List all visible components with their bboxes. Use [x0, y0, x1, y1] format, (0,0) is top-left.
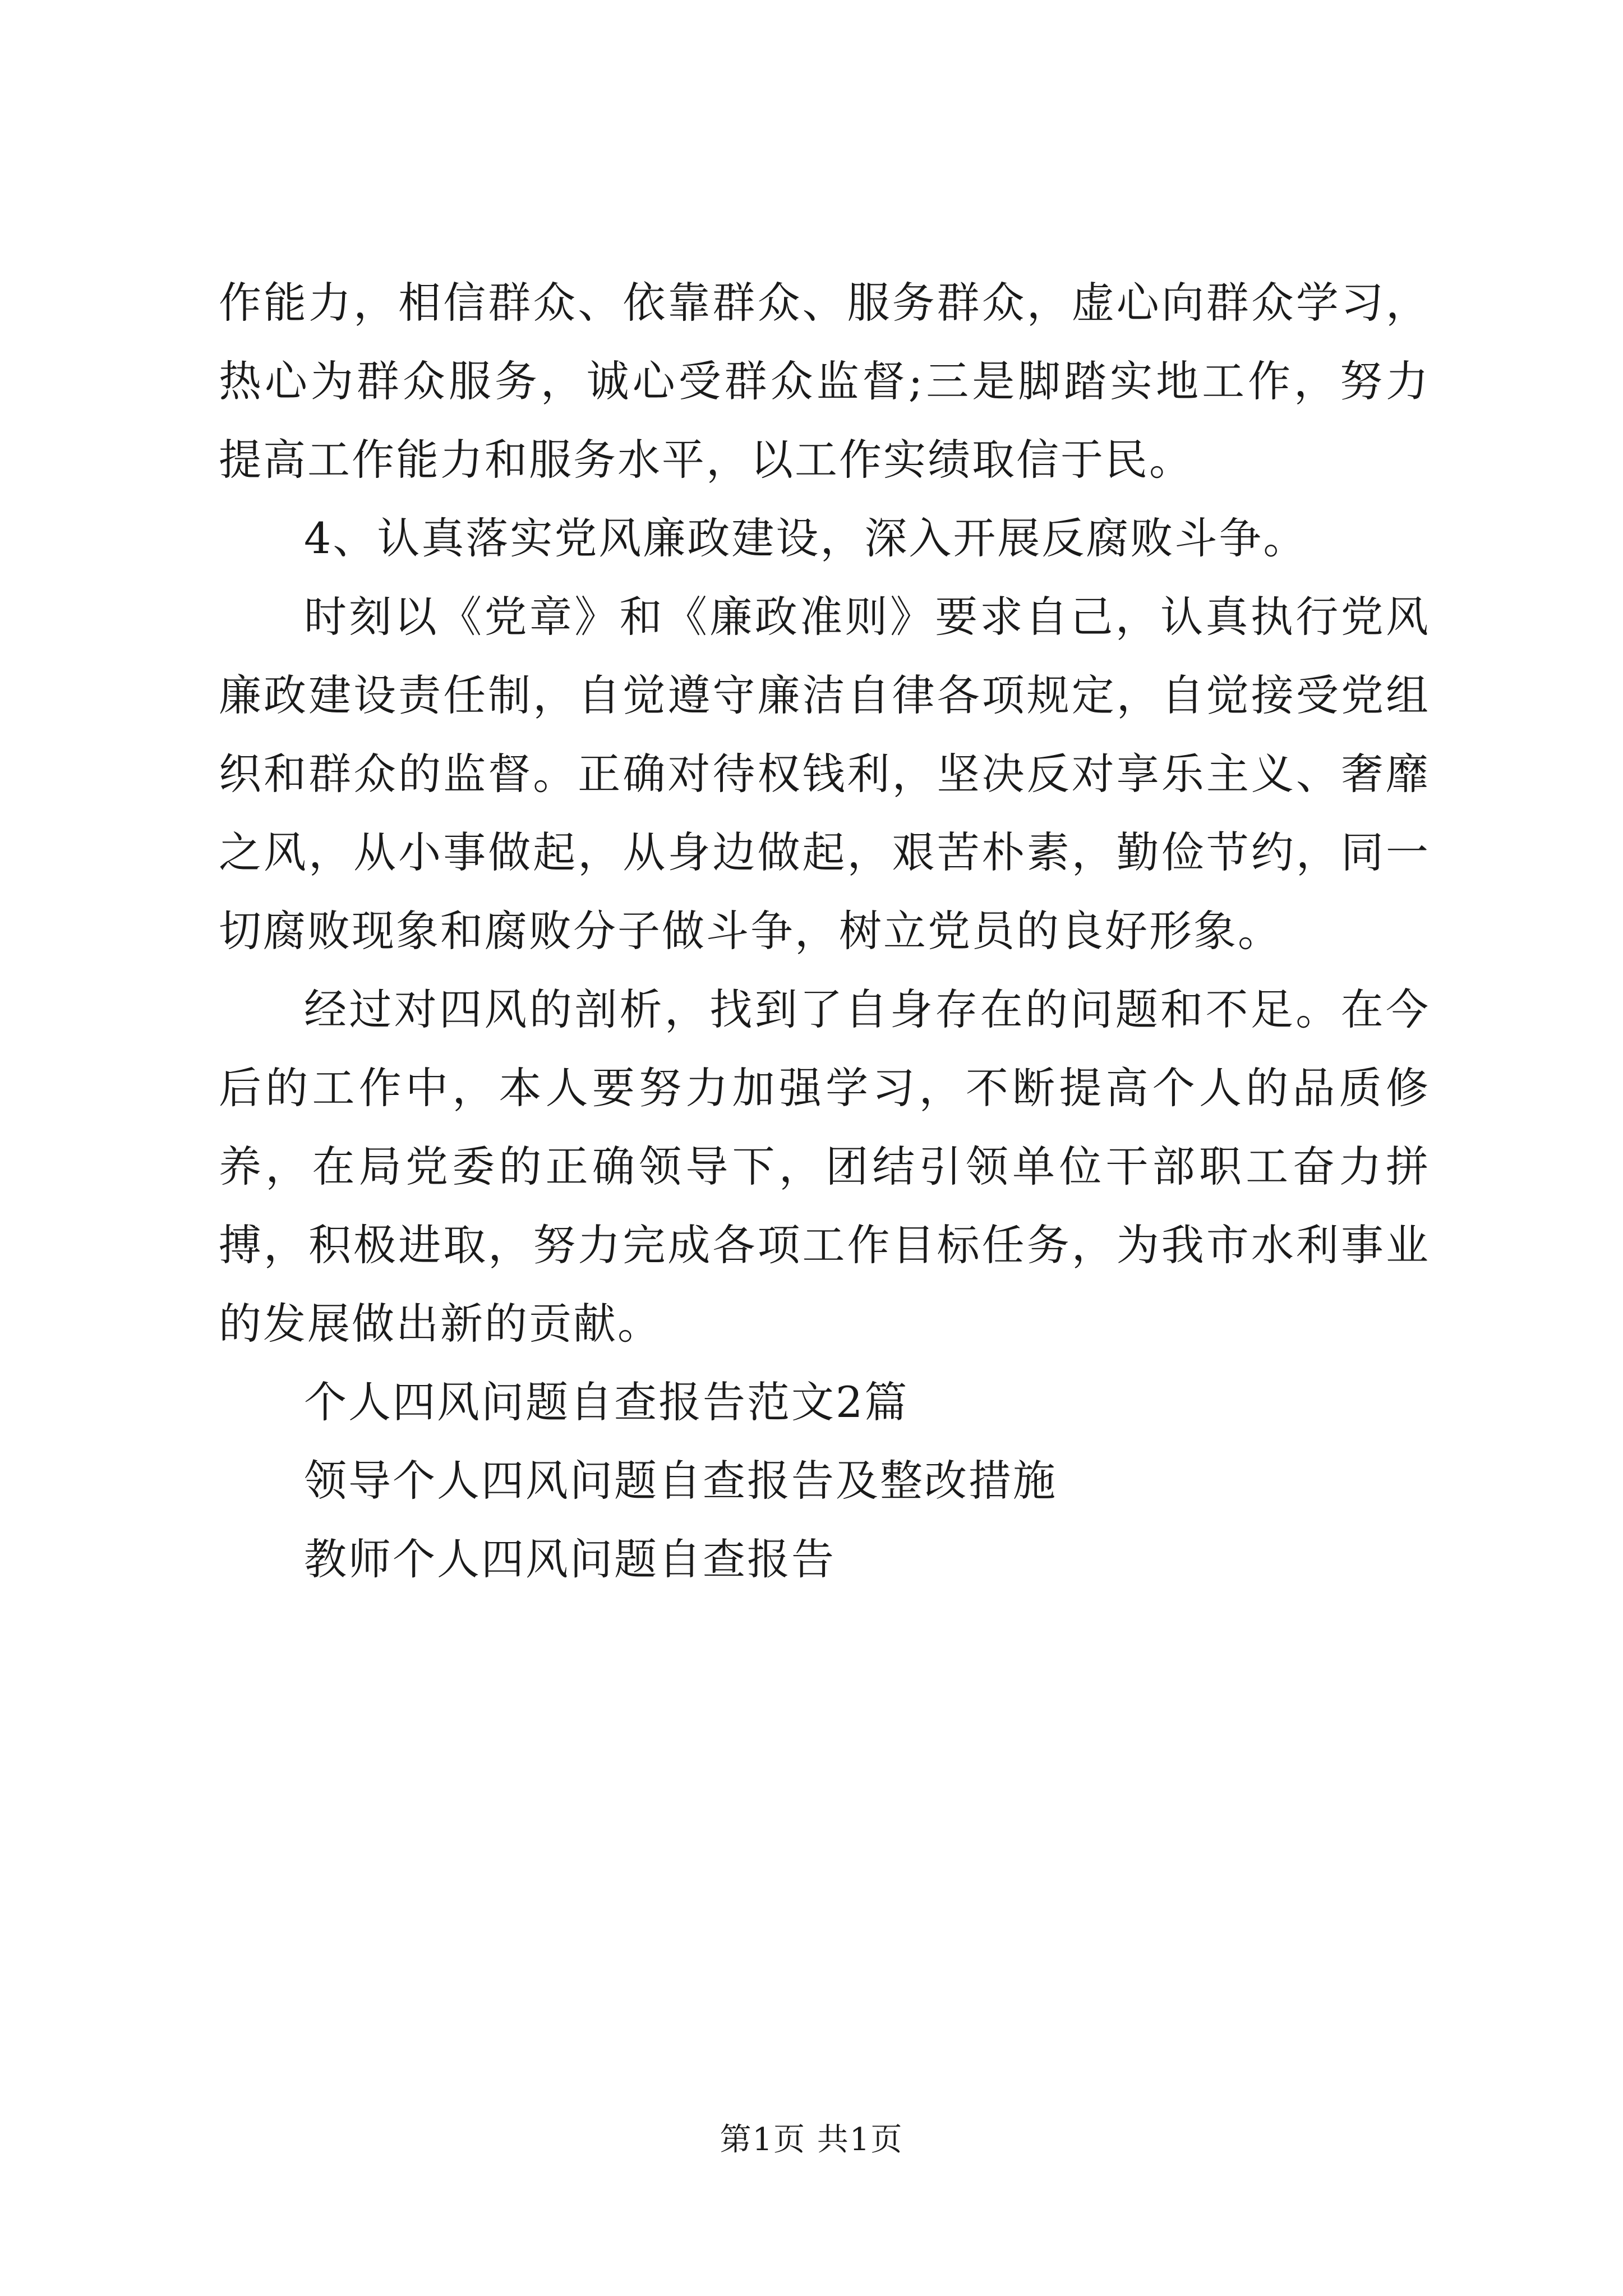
- related-link-sample-essays[interactable]: 个人四风问题自查报告范文2篇: [304, 1377, 909, 1427]
- page-number-footer: 第1页 共1页: [720, 2122, 903, 2158]
- related-links-list: [219, 1363, 1430, 1599]
- paragraph-integrity: 时刻以《党章》和《廉政准则》要求自己，认真执行党风廉政建设责任制，自觉遵守廉洁自律各项规定，自觉接受党组织和群众的监督。正确对待权钱利，坚决反对享乐主义、奢靡之风，从小事做起，从身边做起，艰苦朴素，勤俭节约，同一切腐败现象和腐败分子做斗争，树立党员的良好形象。: [219, 592, 1430, 956]
- related-link-teacher-report[interactable]: 教师个人四风问题自查报告: [304, 1534, 836, 1584]
- paragraph-section-heading: 4、认真落实党风廉政建设，深入开展反腐败斗争。: [304, 513, 1308, 563]
- document-body: [219, 264, 1430, 1599]
- paragraph-continuation: 作能力，相信群众、依靠群众、服务群众，虚心向群众学习，热心为群众服务，诚心受群众监督;三是脚踏实地工作，努力提高工作能力和服务水平，以工作实绩取信于民。: [219, 278, 1430, 485]
- paragraph-conclusion: 经过对四风的剖析，找到了自身存在的问题和不足。在今后的工作中，本人要努力加强学习，不断提高个人的品质修养，在局党委的正确领导下，团结引领单位干部职工奋力拼搏，积极进取，努力完成各项工作目标任务，为我市水利事业的发展做出新的贡献。: [219, 984, 1430, 1349]
- related-link-leader-report[interactable]: 领导个人四风问题自查报告及整改措施: [304, 1456, 1057, 1506]
